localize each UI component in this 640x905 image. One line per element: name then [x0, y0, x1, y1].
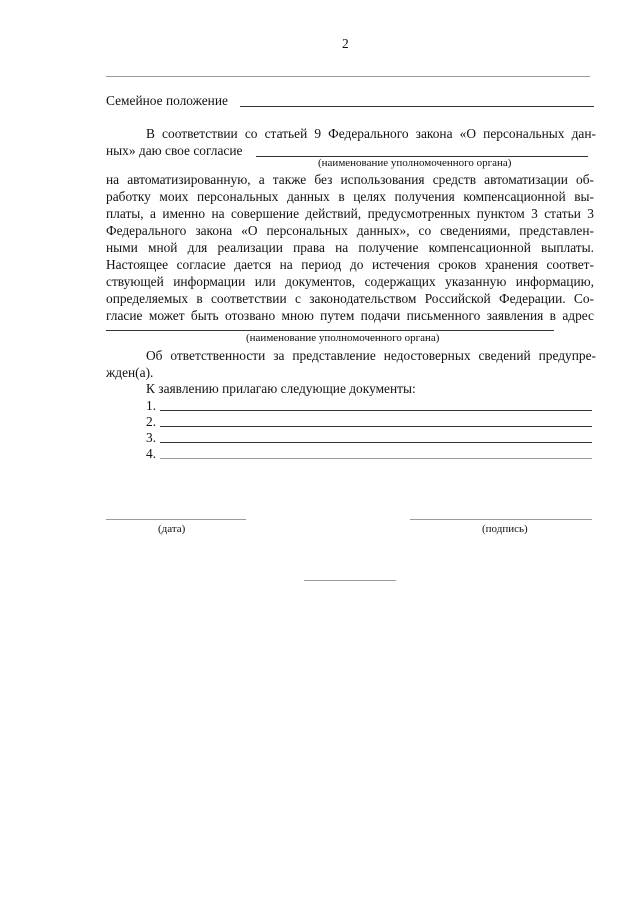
attachment-number: 4. — [146, 446, 157, 461]
consent-body-line: гласие может быть отозвано мною путем подачи письменного заявления в адрес — [106, 308, 594, 323]
bottom-rule — [304, 580, 396, 581]
attachments-intro: К заявлению прилагаю следующие документы: — [146, 381, 416, 396]
authorized-organ-caption: (наименование уполномоченного органа) — [318, 157, 512, 169]
attachment-field[interactable] — [160, 458, 592, 459]
attachment-field[interactable] — [160, 410, 592, 411]
signature-field[interactable] — [410, 519, 592, 520]
consent-body-line: Настоящее согласие дается на период до истечения сроков хранения соответ- — [106, 257, 594, 272]
consent-body-line: Федерального закона «О персональных данных», со сведениями, представлен- — [106, 223, 594, 238]
attachment-number: 1. — [146, 398, 157, 413]
header-rule — [106, 76, 590, 77]
page-number: 2 — [342, 36, 349, 51]
attachment-field[interactable] — [160, 426, 592, 427]
consent-line-2: ных» даю свое согласие — [106, 143, 243, 158]
marital-status-label: Семейное положение — [106, 93, 228, 108]
consent-body-line: платы, а именно на совершение действий, предусмотренных пунктом 3 статьи 3 — [106, 206, 594, 221]
attachment-number: 3. — [146, 430, 157, 445]
attachment-field[interactable] — [160, 442, 592, 443]
authorized-organ-address-field[interactable] — [106, 330, 554, 331]
responsibility-line-1: Об ответственности за представление недостоверных сведений предупре- — [146, 348, 596, 363]
consent-body-line: ствующей информации или документов, содержащих указанную информацию, — [106, 274, 594, 289]
consent-line-1: В соответствии со статьей 9 Федерального закона «О персональных дан- — [146, 126, 596, 141]
attachment-number: 2. — [146, 414, 157, 429]
consent-body-line: определяемых в соответствии с законодательством Российской Федерации. Со- — [106, 291, 594, 306]
signature-caption: (подпись) — [482, 523, 528, 535]
responsibility-line-2: жден(а). — [106, 365, 154, 380]
consent-body-line: на автоматизированную, а также без использования средств автоматизации об- — [106, 172, 594, 187]
marital-status-field[interactable] — [240, 106, 594, 107]
consent-body-line: ными мной для реализации права на получение компенсационной выплаты. — [106, 240, 594, 255]
authorized-organ-caption-2: (наименование уполномоченного органа) — [246, 332, 440, 344]
consent-body-line: работку моих персональных данных в целях получения компенсационной вы- — [106, 189, 594, 204]
date-field[interactable] — [106, 519, 246, 520]
date-caption: (дата) — [158, 523, 186, 535]
